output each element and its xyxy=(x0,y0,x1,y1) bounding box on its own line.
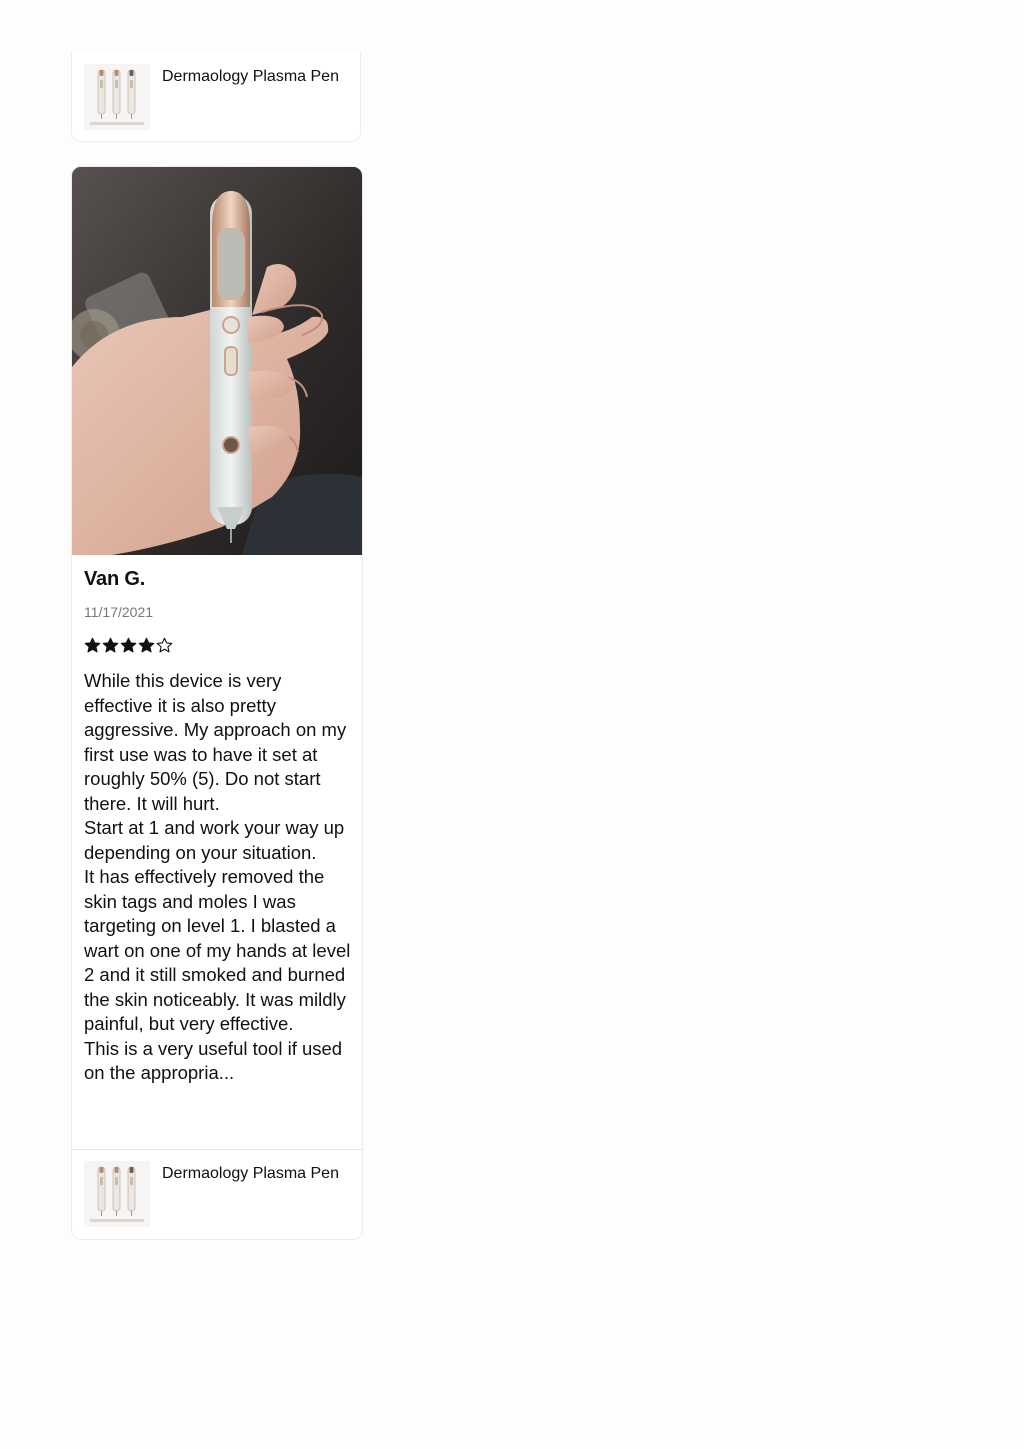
review-card-partial xyxy=(71,52,361,142)
star-filled-icon xyxy=(138,637,155,654)
star-rating xyxy=(84,637,173,654)
star-filled-icon xyxy=(102,637,119,654)
star-filled-icon xyxy=(84,637,101,654)
star-outline-icon xyxy=(156,637,173,654)
product-name[interactable]: Dermaology Plasma Pen xyxy=(162,68,339,85)
plasma-pen-thumbnail-icon xyxy=(84,1161,150,1227)
review-photo[interactable] xyxy=(72,167,363,555)
review-text: While this device is very effective it is also pretty aggressive. My approach on my first use was to have it set at roughly 50% (5). Do not start there. It will hurt. Start at 1 and work your way up depending on your situation. It has effectively removed the skin tags and moles I was targeting on level 1. I blasted a wart on one of my hands at level 2 and it still smoked and burned the skin noticeably. It was mildly painful, but very effective. This is a very useful tool if used on the appropria... xyxy=(84,670,351,1083)
card-divider xyxy=(72,1149,362,1150)
product-thumbnail[interactable] xyxy=(84,1161,150,1227)
plasma-pen-thumbnail-icon xyxy=(84,64,150,130)
hand-holding-plasma-pen-image xyxy=(72,167,363,555)
product-name[interactable]: Dermaology Plasma Pen xyxy=(162,1165,339,1182)
product-thumbnail[interactable] xyxy=(84,64,150,130)
product-link[interactable] xyxy=(84,1161,354,1231)
star-filled-icon xyxy=(120,637,137,654)
product-link[interactable] xyxy=(84,64,354,134)
reviewer-name: Van G. xyxy=(84,568,146,590)
review-date: 11/17/2021 xyxy=(84,604,154,620)
review-card xyxy=(71,166,363,1240)
